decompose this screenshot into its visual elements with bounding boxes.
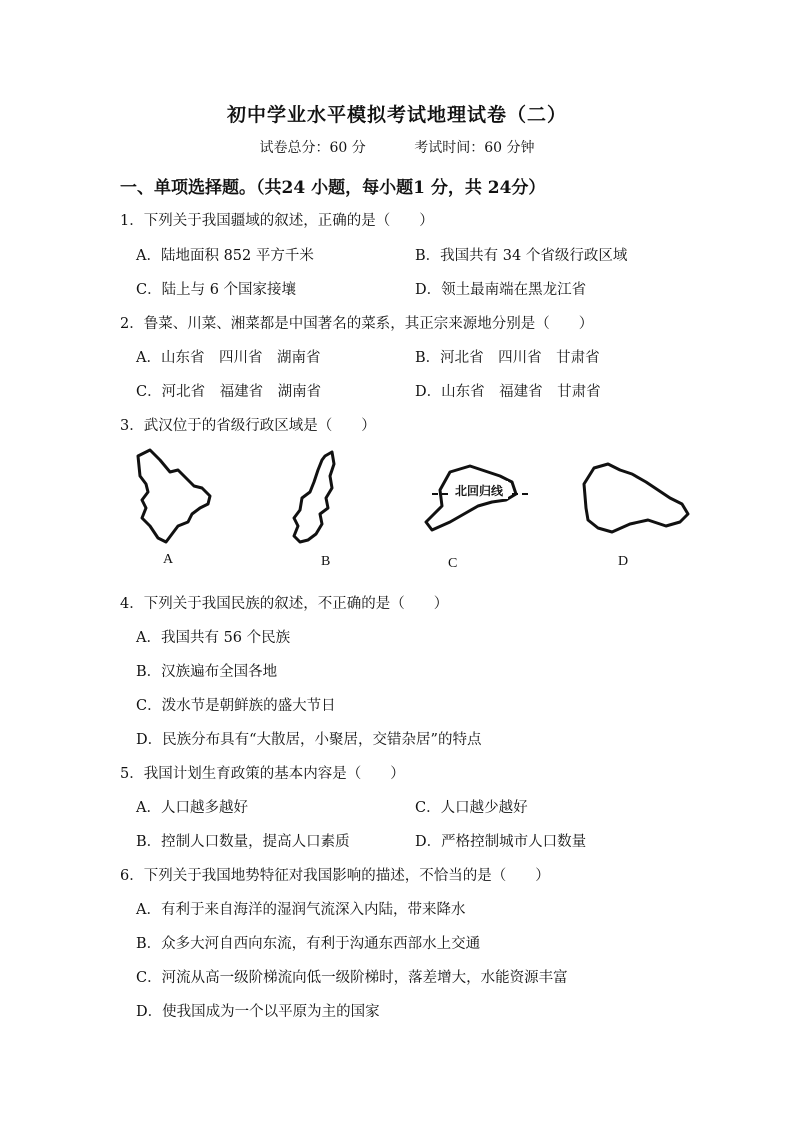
question-1: 1．下列关于我国疆域的叙述，正确的是（ ） xyxy=(120,213,434,229)
q5-option-d: D．严格控制城市人口数量 xyxy=(415,834,587,850)
q6-option-d: D．使我国成为一个以平原为主的国家 xyxy=(136,1004,380,1020)
q2-option-b: B．河北省 四川省 甘肃省 xyxy=(415,350,600,366)
q4-option-b: B．汉族遍布全国各地 xyxy=(136,664,278,680)
q6-option-b: B．众多大河自西向东流，有利于沟通东西部水上交通 xyxy=(136,936,481,952)
q1-option-c: C．陆上与 6 个国家接壤 xyxy=(136,282,297,298)
q5-option-b: B．控制人口数量，提高人口素质 xyxy=(136,834,350,850)
map-label-a: A xyxy=(163,552,174,567)
question-3: 3．武汉位于的省级行政区域是（ ） xyxy=(120,418,376,434)
q4-option-c: C．泼水节是朝鲜族的盛大节日 xyxy=(136,698,336,714)
section-heading: 一、单项选择题。（共24 小题，每小题1 分，共 24分） xyxy=(120,178,546,198)
q5-option-c: C．人口越少越好 xyxy=(415,800,528,816)
exam-title: 初中学业水平模拟考试地理试卷（二） xyxy=(226,104,567,126)
map-label-b: B xyxy=(321,554,331,569)
map-outline-d xyxy=(584,464,688,532)
map-outline-b xyxy=(294,452,334,542)
q2-option-c: C．河北省 福建省 湖南省 xyxy=(136,384,322,400)
q2-option-a: A．山东省 四川省 湖南省 xyxy=(136,350,321,366)
q1-option-a: A．陆地面积 852 平方千米 xyxy=(136,248,314,264)
q2-option-d: D．山东省 福建省 甘肃省 xyxy=(415,384,601,400)
exam-meta xyxy=(0,137,794,157)
map-outline-a xyxy=(138,450,210,542)
province-outlines xyxy=(120,442,720,582)
map-label-d: D xyxy=(618,554,629,569)
q6-option-a: A．有利于来自海洋的湿润气流深入内陆，带来降水 xyxy=(136,902,466,918)
q1-option-d: D．领土最南端在黑龙江省 xyxy=(415,282,587,298)
question-2: 2．鲁菜、川菜、湘菜都是中国著名的菜系，其正宗来源地分别是（ ） xyxy=(120,316,594,332)
q1-option-b: B．我国共有 34 个省级行政区域 xyxy=(415,248,628,264)
question-5: 5．我国计划生育政策的基本内容是（ ） xyxy=(120,766,405,782)
q5-option-a: A．人口越多越好 xyxy=(136,800,248,816)
exam-time: 考试时间：60 分钟 xyxy=(414,140,535,156)
province-maps xyxy=(120,442,720,582)
total-score: 试卷总分：60 分 xyxy=(259,140,366,156)
q4-option-a: A．我国共有 56 个民族 xyxy=(136,630,291,646)
map-label-c: C xyxy=(448,556,458,571)
tropic-of-cancer-label: 北回归线 xyxy=(454,484,504,498)
question-4: 4．下列关于我国民族的叙述，不正确的是（ ） xyxy=(120,596,449,612)
q4-option-d: D．民族分布具有“大散居，小聚居，交错杂居”的特点 xyxy=(136,732,482,748)
question-6: 6．下列关于我国地势特征对我国影响的描述，不恰当的是（ ） xyxy=(120,868,550,884)
q6-option-c: C．河流从高一级阶梯流向低一级阶梯时，落差增大，水能资源丰富 xyxy=(136,970,568,986)
